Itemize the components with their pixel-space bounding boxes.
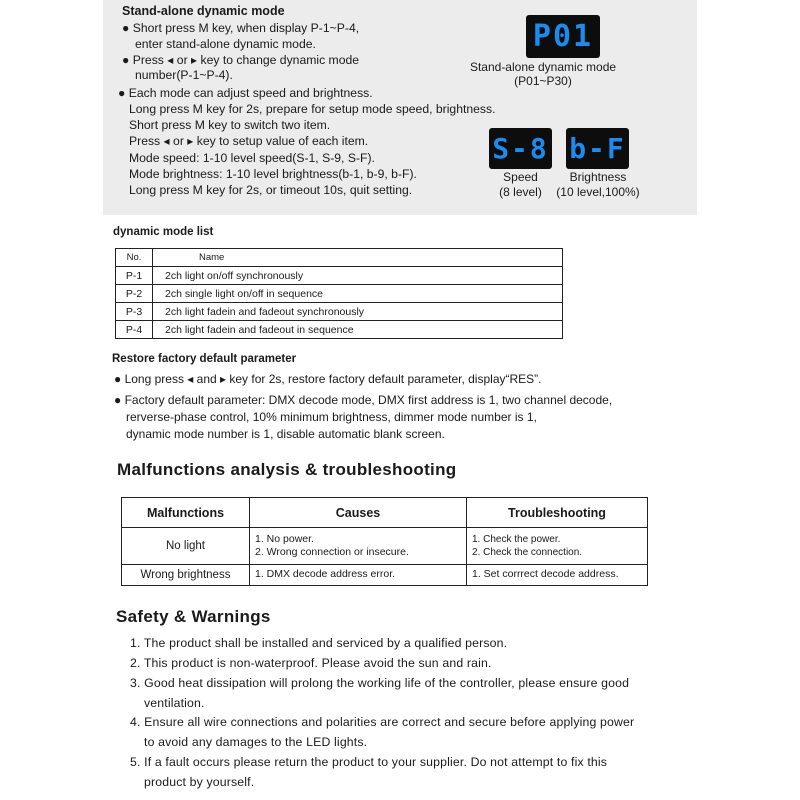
standalone-line: ● Each mode can adjust speed and brightness. xyxy=(118,86,373,100)
safety-line: ventilation. xyxy=(144,696,205,710)
mode-name: 2ch light fadein and fadeout synchronously xyxy=(153,303,563,321)
table-row xyxy=(116,267,563,285)
standalone-line: ● Short press M key, when display P-1~P-4, xyxy=(122,21,360,35)
restore-line: ● Long press ◂ and ▸ key for 2s, restore factory default parameter, display“RES”. xyxy=(114,372,542,386)
safety-line: 1. The product shall be installed and serviced by a qualified person. xyxy=(130,636,508,650)
table-row xyxy=(122,528,648,565)
standalone-line: Mode brightness: 1-10 level brightness(b-1, b-9, b-F). xyxy=(129,167,417,181)
header-troubleshooting: Troubleshooting xyxy=(467,498,648,528)
table-header-row xyxy=(116,249,563,267)
standalone-line: Long press M key for 2s, or timeout 10s, quit setting. xyxy=(129,183,413,197)
standalone-title: Stand-alone dynamic mode xyxy=(122,4,285,18)
mode-caption: Stand-alone dynamic mode xyxy=(469,60,617,74)
mode-name: 2ch single light on/off in sequence xyxy=(153,285,563,303)
table-header-row xyxy=(122,498,648,528)
brightness-level-caption: (10 level,100%) xyxy=(556,185,640,199)
mode-no: P-3 xyxy=(116,303,153,321)
fix-text: 2. Check the connection. xyxy=(472,547,583,558)
header-malfunctions: Malfunctions xyxy=(122,498,250,528)
malfunction-cell: No light xyxy=(122,528,250,565)
malfunctions-title: Malfunctions analysis & troubleshooting xyxy=(117,460,457,479)
malfunctions-table xyxy=(121,497,648,586)
safety-line: 4. Ensure all wire connections and polarities are correct and secure before applying power xyxy=(130,715,635,729)
restore-title: Restore factory default parameter xyxy=(112,353,297,365)
header-no: No. xyxy=(116,249,153,267)
safety-line: product by yourself. xyxy=(144,775,255,789)
fix-text: 1. Check the power. xyxy=(472,533,561,545)
restore-line: ● Factory default parameter: DMX decode mode, DMX first address is 1, two channel decode, xyxy=(114,393,613,407)
standalone-line: Long press M key for 2s, prepare for setup mode speed, brightness. xyxy=(129,102,496,116)
mode-range-caption: (P01~P30) xyxy=(514,74,572,88)
header-name: Name xyxy=(153,249,563,267)
led-display-brightness: b-F xyxy=(566,128,629,169)
standalone-line: Mode speed: 1-10 level speed(S-1, S-9, S-F). xyxy=(129,151,375,165)
safety-line: 3. Good heat dissipation will prolong the working life of the controller, please ensure good xyxy=(130,676,630,690)
fix-cell xyxy=(467,528,648,565)
mode-no: P-2 xyxy=(116,285,153,303)
standalone-line: Press ◂ or ▸ key to setup value of each item. xyxy=(129,134,369,148)
table-row xyxy=(116,303,563,321)
table-row xyxy=(116,321,563,339)
mode-no: P-1 xyxy=(116,267,153,285)
table-row xyxy=(122,565,648,586)
dynamic-mode-table xyxy=(115,248,563,339)
safety-title: Safety & Warnings xyxy=(116,607,271,626)
cause-text: 1. DMX decode address error. xyxy=(250,565,467,586)
brightness-caption: Brightness xyxy=(569,170,627,184)
mode-name: 2ch light on/off synchronously xyxy=(153,267,563,285)
standalone-line: ● Press ◂ or ▸ key to change dynamic mode xyxy=(122,53,360,67)
header-causes: Causes xyxy=(250,498,467,528)
cause-text: 2. Wrong connection or insecure. xyxy=(255,546,409,558)
restore-line: rerverse-phase control, 10% minimum brightness, dimmer mode number is 1, xyxy=(126,410,537,424)
table-row xyxy=(116,285,563,303)
fix-text: 1. Set corrrect decode address. xyxy=(467,565,648,586)
safety-line: to avoid any damages to the LED lights. xyxy=(144,735,368,749)
standalone-line: number(P-1~P-4). xyxy=(135,68,233,82)
dynamic-list-title: dynamic mode list xyxy=(113,226,214,238)
speed-caption: Speed xyxy=(503,170,538,184)
led-display-mode: P01 xyxy=(526,15,600,58)
standalone-line: Short press M key to switch two item. xyxy=(129,118,331,132)
mode-no: P-4 xyxy=(116,321,153,339)
standalone-line: enter stand-alone dynamic mode. xyxy=(135,37,316,51)
causes-cell xyxy=(250,528,467,565)
malfunction-cell: Wrong brightness xyxy=(122,565,250,586)
restore-line: dynamic mode number is 1, disable automatic blank screen. xyxy=(126,427,445,441)
safety-line: 5. If a fault occurs please return the product to your supplier. Do not attempt to fix this xyxy=(130,755,608,769)
led-display-speed: S-8 xyxy=(489,128,552,169)
safety-line: 2. This product is non-waterproof. Please avoid the sun and rain. xyxy=(130,656,492,670)
mode-name: 2ch light fadein and fadeout in sequence xyxy=(153,321,563,339)
cause-text: 1. No power. xyxy=(255,532,314,545)
speed-level-caption: (8 level) xyxy=(499,185,542,199)
